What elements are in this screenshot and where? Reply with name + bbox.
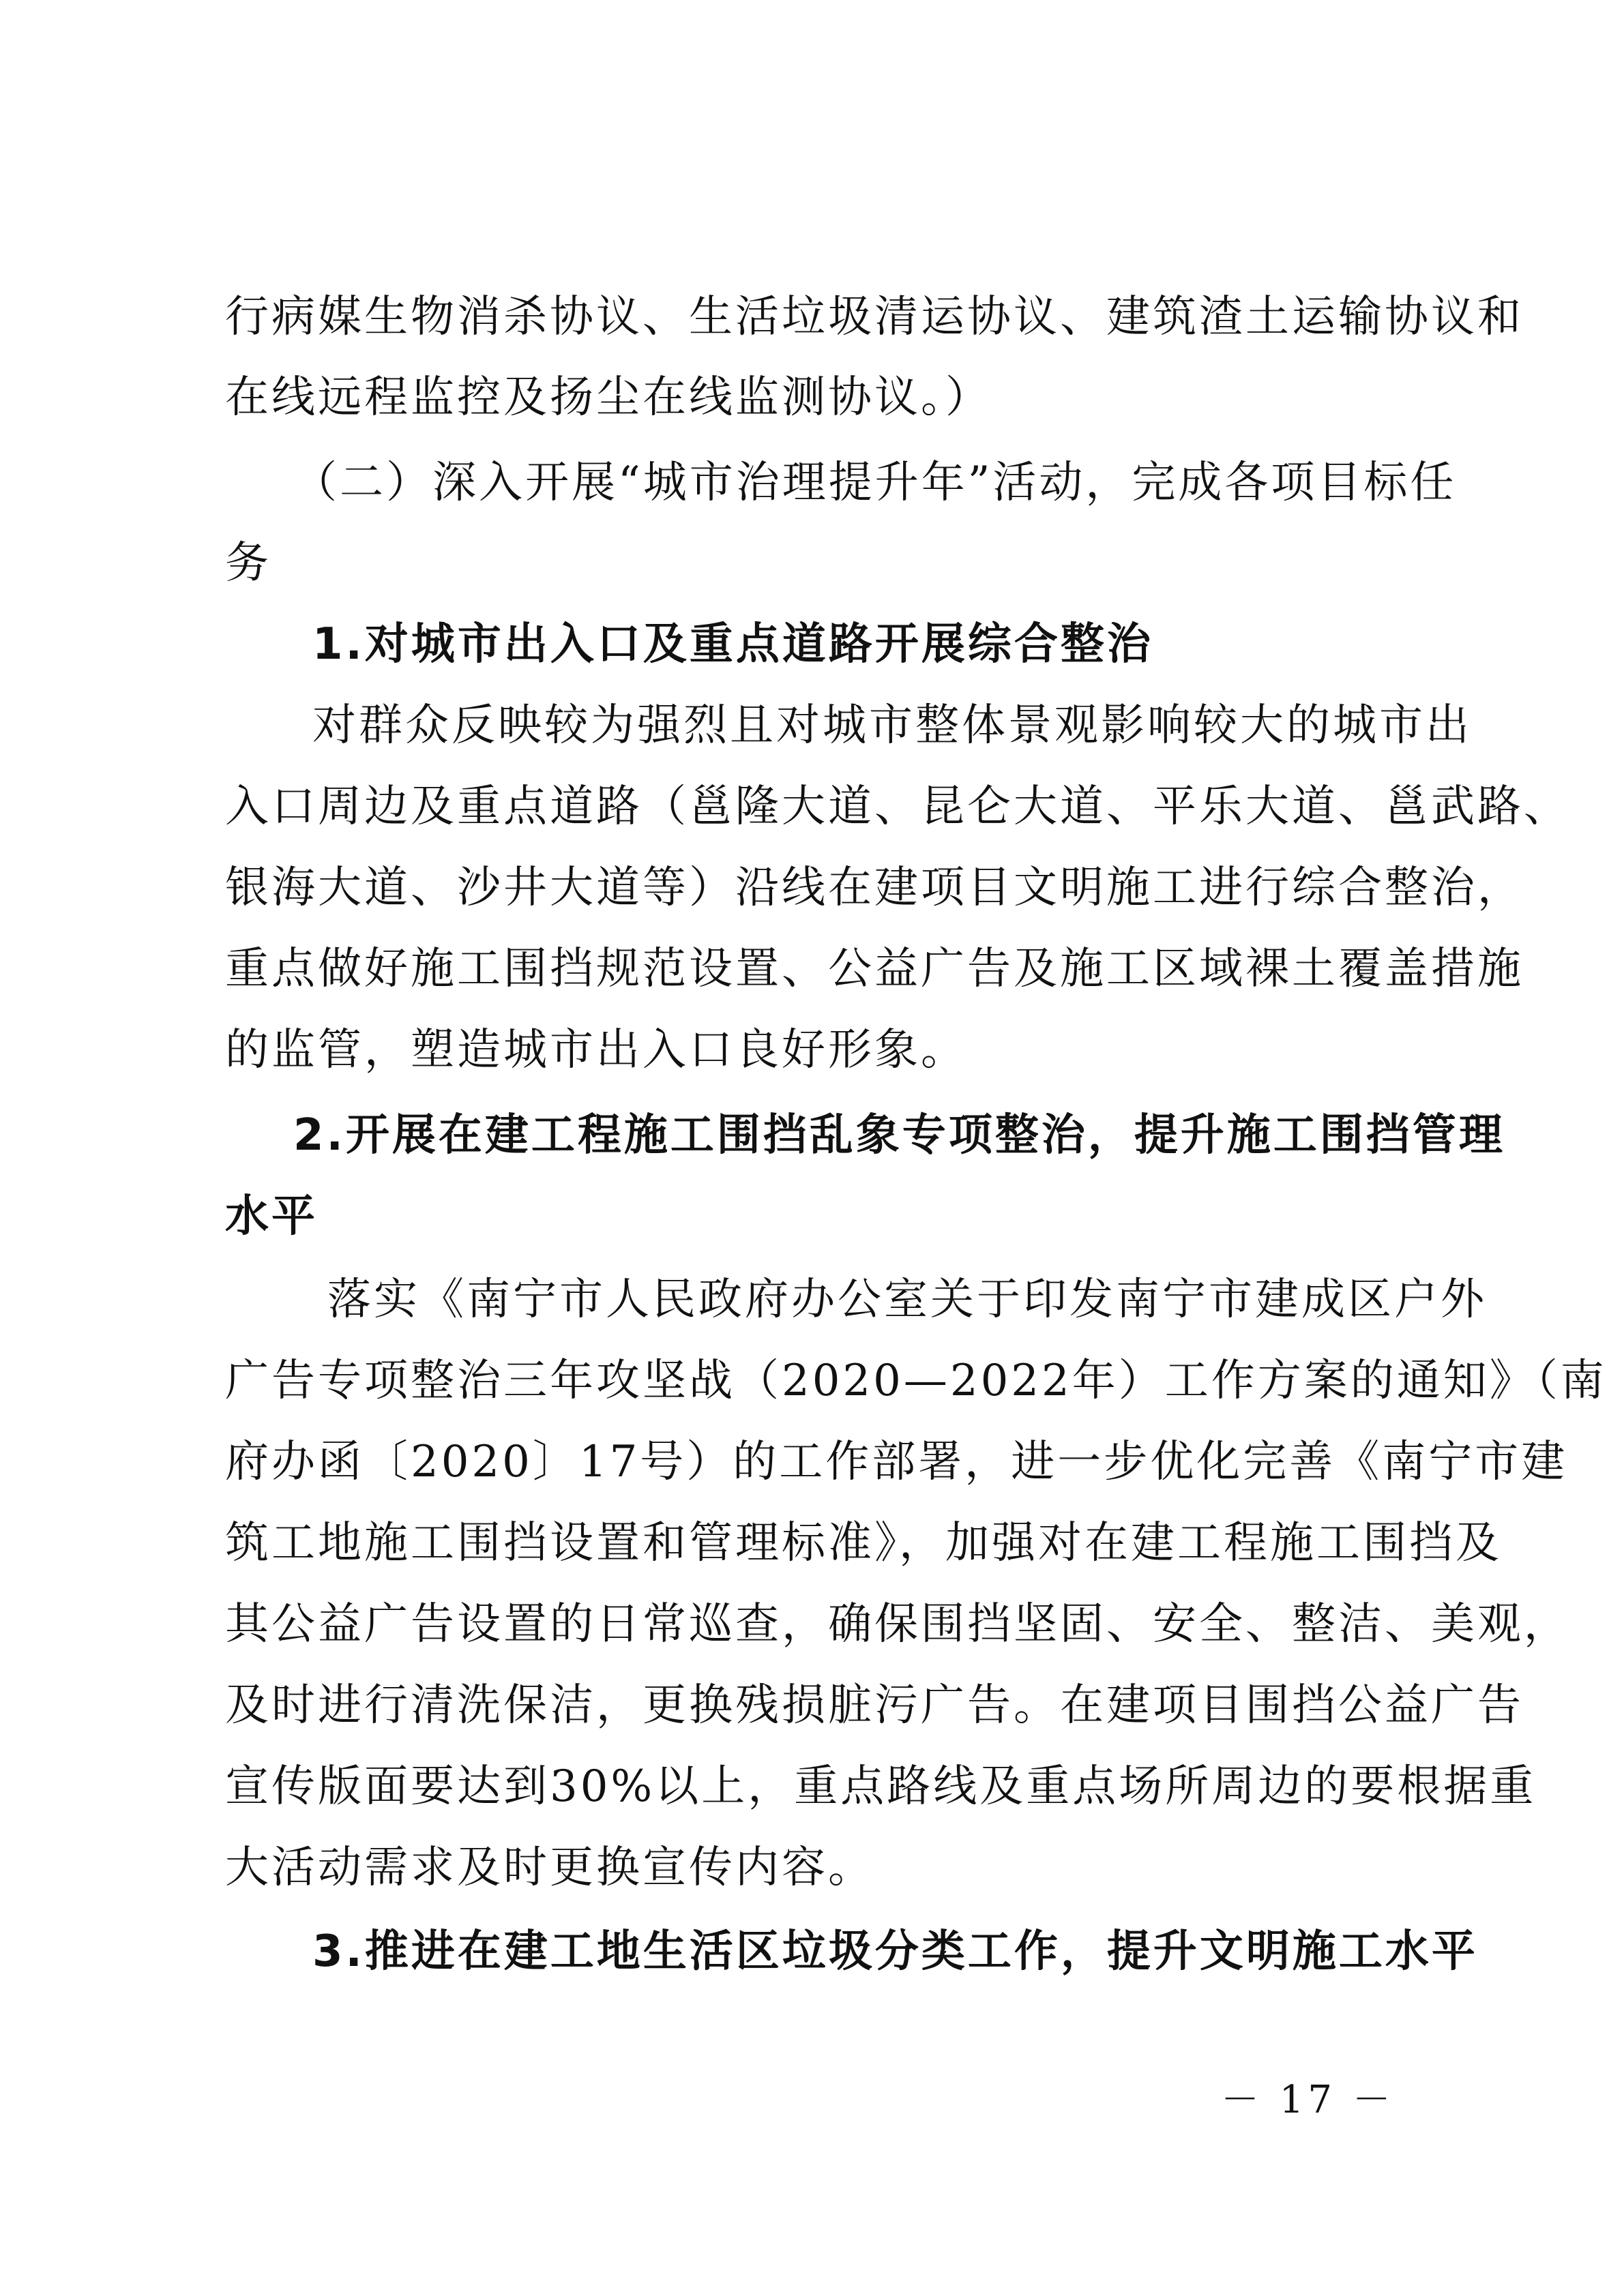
body-line: 广告专项整治三年攻坚战（2020—2022年）工作方案的通知》（南 bbox=[225, 1356, 1607, 1406]
subsection-heading-2: 2.开展在建工程施工围挡乱象专项整治，提升施工围挡管理 bbox=[293, 1110, 1505, 1161]
body-line: 府办函〔2020〕17号）的工作部署，进一步优化完善《南宁市建 bbox=[225, 1437, 1568, 1487]
section-heading-continuation: 务 bbox=[225, 538, 271, 588]
body-line: 行病媒生物消杀协议、生活垃圾清运协议、建筑渣土运输协议和 bbox=[225, 292, 1524, 342]
body-line: 对群众反映较为强烈且对城市整体景观影响较大的城市出 bbox=[312, 700, 1472, 751]
subsection-heading-2-continuation: 水平 bbox=[225, 1191, 318, 1242]
body-line: 银海大道、沙井大道等）沿线在建项目文明施工进行综合整治， bbox=[225, 863, 1524, 913]
body-line: 及时进行清洗保洁，更换残损脏污广告。在建项目围挡公益广告 bbox=[225, 1680, 1524, 1731]
body-line: 入口周边及重点道路（邕隆大道、昆仑大道、平乐大道、邕武路、 bbox=[225, 781, 1570, 832]
body-line: 筑工地施工围挡设置和管理标准》，加强对在建工程施工围挡及 bbox=[225, 1518, 1502, 1568]
subsection-heading-3: 3.推进在建工地生活区垃圾分类工作，提升文明施工水平 bbox=[312, 1926, 1478, 1977]
body-line: 宣传版面要达到30%以上，重点路线及重点场所周边的要根据重 bbox=[225, 1761, 1537, 1812]
subsection-heading-1: 1.对城市出入口及重点道路开展综合整治 bbox=[312, 619, 1153, 670]
section-heading: （二）深入开展“城市治理提升年”活动，完成各项目标任 bbox=[293, 458, 1457, 508]
body-line: 大活动需求及时更换宣传内容。 bbox=[225, 1843, 874, 1893]
body-line: 落实《南宁市人民政府办公室关于印发南宁市建成区户外 bbox=[327, 1274, 1487, 1325]
body-line: 重点做好施工围挡规范设置、公益广告及施工区域裸土覆盖措施 bbox=[225, 944, 1524, 994]
body-line: 的监管，塑造城市出入口良好形象。 bbox=[225, 1025, 967, 1075]
body-line: 在线远程监控及扬尘在线监测协议。） bbox=[225, 372, 992, 423]
page-number: － 17 － bbox=[1221, 2078, 1395, 2122]
body-line: 其公益广告设置的日常巡查，确保围挡坚固、安全、整洁、美观， bbox=[225, 1599, 1570, 1650]
